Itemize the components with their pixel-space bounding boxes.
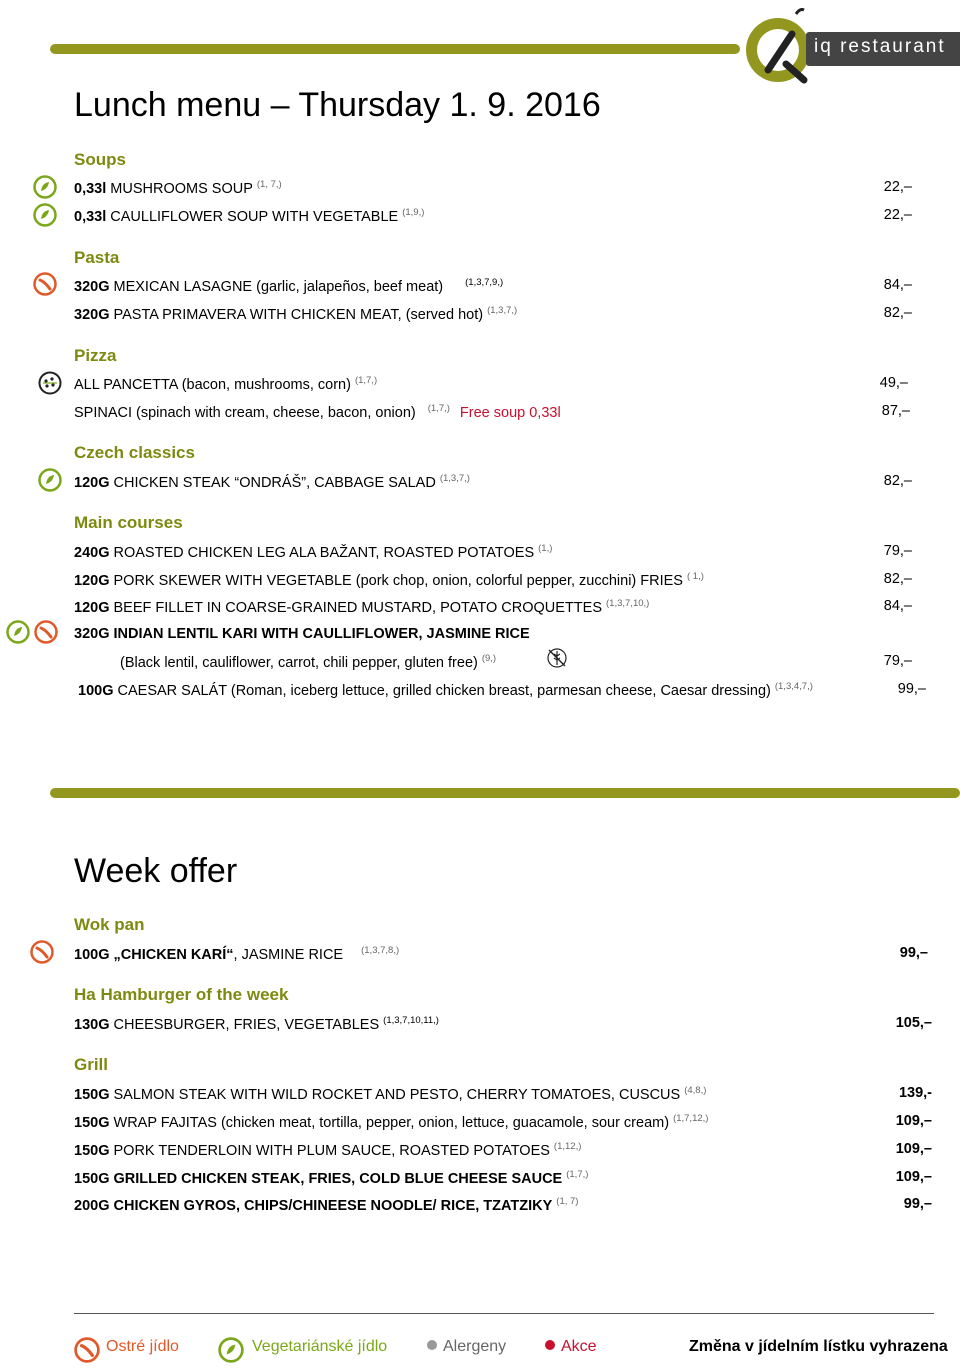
item-price: 82,–: [883, 473, 912, 489]
section-czech-classics: Czech classics: [74, 443, 195, 462]
menu-item: 320G MEXICAN LASAGNE (garlic, jalapeños, beef meat) $^{(1,3,7,9,)}$: [74, 277, 504, 295]
menu-item: 120G CHICKEN STEAK “ONDRÁŠ”, CABBAGE SALAD $^{(1,3,7,)}$: [74, 473, 470, 491]
page-title: Lunch menu – Thursday 1. 9. 2016: [74, 86, 601, 124]
item-price: 82,–: [883, 305, 912, 321]
menu-item: 320G PASTA PRIMAVERA WITH CHICKEN MEAT, (served hot) $^{(1,3,7,)}$: [74, 305, 518, 323]
vegetarian-icon: [218, 1337, 244, 1363]
footer-divider: [74, 1313, 934, 1314]
section-wok-pan: Wok pan: [74, 915, 145, 934]
legend-action: Akce: [545, 1338, 597, 1356]
item-price: 82,–: [883, 571, 912, 587]
item-price: 79,–: [883, 543, 912, 559]
menu-item: 120G BEEF FILLET IN COARSE-GRAINED MUSTARD, POTATO CROQUETTES $^{(1,3,7,10,)}$: [74, 598, 650, 616]
menu-item: 200G CHICKEN GYROS, CHIPS/CHINEESE NOODLE/ RICE, TZATZIKY $^{(1, 7)}$: [74, 1196, 579, 1214]
logo-brand-text: iq restaurant: [814, 36, 946, 57]
item-price: 22,–: [883, 179, 912, 195]
gluten-free-icon: [545, 646, 569, 670]
legend-spicy: Ostré jídlo: [106, 1338, 179, 1355]
item-price: 99,–: [903, 1196, 932, 1212]
vegetarian-icon: [38, 468, 62, 492]
item-price: 109,–: [895, 1169, 932, 1185]
section-grill: Grill: [74, 1055, 109, 1074]
spicy-icon: [34, 620, 58, 644]
menu-item-detail: (Black lentil, cauliflower, carrot, chili pepper, gluten free) $^{(9,)}$: [120, 653, 497, 671]
legend-note: Změna v jídelním lístku vyhrazena: [689, 1338, 948, 1355]
spicy-icon: [33, 272, 57, 296]
menu-item: 240G ROASTED CHICKEN LEG ALA BAŽANT, ROASTED POTATOES $^{(1,)}$: [74, 543, 553, 561]
menu-item: 100G „CHICKEN KARÍ“, JASMINE RICE $^{(1,3,7,8,)}$: [74, 945, 400, 963]
item-price: 79,–: [883, 653, 912, 669]
spicy-icon: [74, 1337, 100, 1363]
middle-divider: [50, 788, 960, 798]
section-pizza: Pizza: [74, 346, 117, 365]
item-price: 84,–: [883, 598, 912, 614]
menu-item: SPINACI (spinach with cream, cheese, bacon, onion) $^{(1,7,)}$ Free soup 0,33l: [74, 403, 561, 421]
menu-item: 150G SALMON STEAK WITH WILD ROCKET AND PESTO, CHERRY TOMATOES, CUSCUS $^{(4,8,)}$: [74, 1085, 707, 1103]
item-price: 49,–: [879, 375, 908, 391]
top-divider: [50, 44, 740, 54]
section-soups: Soups: [74, 150, 126, 169]
menu-item-title: 320G INDIAN LENTIL KARI WITH CAULLIFLOWER, JASMINE RICE: [74, 626, 530, 642]
restaurant-logo: [738, 8, 960, 88]
item-price: 109,–: [895, 1113, 932, 1129]
menu-item: 0,33l MUSHROOMS SOUP $^{(1, 7,)}$: [74, 179, 282, 197]
spicy-icon: [30, 940, 54, 964]
section-hamburger: Ha Hamburger of the week: [74, 985, 289, 1004]
menu-item: ALL PANCETTA (bacon, mushrooms, corn) $^{(1,7,)}$: [74, 375, 378, 393]
item-price: 22,–: [883, 207, 912, 223]
menu-item: 130G CHEESBURGER, FRIES, VEGETABLES $^{(1,3,7,10,11,)}$: [74, 1015, 439, 1033]
menu-item: 0,33l CAULLIFLOWER SOUP WITH VEGETABLE $^{(1,9,)}$: [74, 207, 425, 225]
section-main-courses: Main courses: [74, 513, 183, 532]
action-dot-icon: [545, 1340, 555, 1350]
legend-vegetarian: Vegetariánské jídlo: [252, 1338, 388, 1355]
menu-item: 150G PORK TENDERLOIN WITH PLUM SAUCE, ROASTED POTATOES $^{(1,12,)}$: [74, 1141, 582, 1159]
promo-free-soup: Free soup 0,33l: [459, 405, 561, 421]
menu-item: 100G CAESAR SALÁT (Roman, iceberg lettuce, grilled chicken breast, parmesan cheese, Caesar dressing) $^{(1,3,4,7,)}$: [78, 681, 813, 699]
item-price: 105,–: [895, 1015, 932, 1031]
vegetarian-icon: [33, 175, 57, 199]
item-price: 99,–: [899, 945, 928, 961]
item-price: 109,–: [895, 1141, 932, 1157]
week-offer-title: Week offer: [74, 852, 238, 890]
vegetarian-icon: [33, 203, 57, 227]
item-price: 84,–: [883, 277, 912, 293]
menu-item: 150G WRAP FAJITAS (chicken meat, tortilla, pepper, onion, lettuce, guacamole, sour cream) $^{(1,7,12,)}$: [74, 1113, 709, 1131]
item-price: 139,-: [898, 1085, 932, 1101]
legend-allergens: Alergeny: [427, 1338, 506, 1356]
allergen-dot-icon: [427, 1340, 437, 1350]
menu-item: 120G PORK SKEWER WITH VEGETABLE (pork chop, onion, colorful pepper, zucchini) FRIES $^{( 1,)}$: [74, 571, 704, 589]
item-price: 99,–: [897, 681, 926, 697]
item-price: 87,–: [881, 403, 910, 419]
section-pasta: Pasta: [74, 248, 120, 267]
pizza-icon: [38, 371, 62, 395]
menu-item: 150G GRILLED CHICKEN STEAK, FRIES, COLD BLUE CHEESE SAUCE $^{(1,7,)}$: [74, 1169, 589, 1187]
vegetarian-icon: [6, 620, 30, 644]
